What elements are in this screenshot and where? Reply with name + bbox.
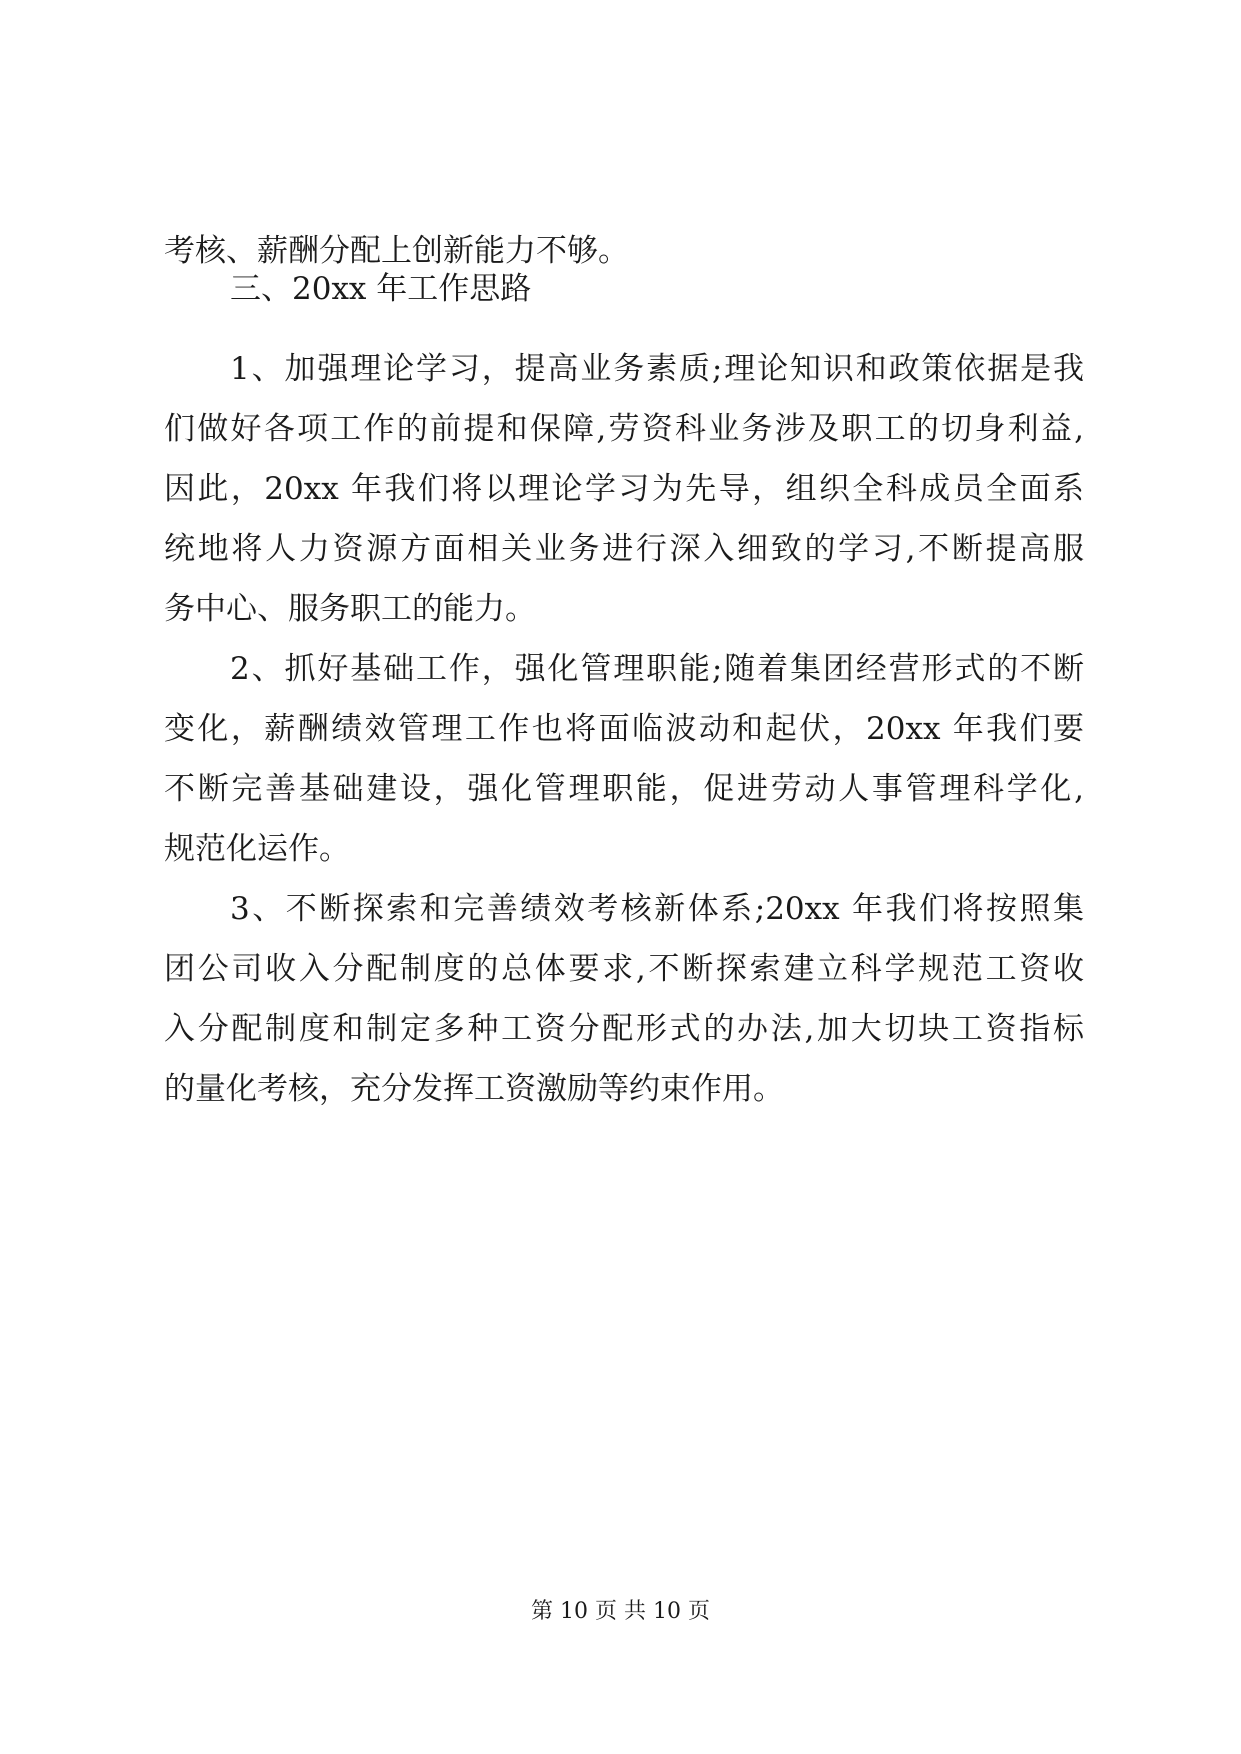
text-line: 统地将人力资源方面相关业务进行深入细致的学习,不断提高服 (164, 531, 1084, 567)
text-line: 考核、薪酬分配上创新能力不够。 (164, 233, 629, 269)
page-number-footer: 第 10 页 共 10 页 (531, 1599, 710, 1624)
text-line: 不断完善基础建设，强化管理职能，促进劳动人事管理科学化, (164, 771, 1084, 807)
text-line: 们做好各项工作的前提和保障,劳资科业务涉及职工的切身利益, (164, 411, 1084, 447)
text-line: 的量化考核，充分发挥工资激励等约束作用。 (164, 1071, 784, 1107)
text-line: 3、不断探索和完善绩效考核新体系;20xx 年我们将按照集 (230, 891, 1084, 927)
text-line: 2、抓好基础工作，强化管理职能;随着集团经营形式的不断 (230, 651, 1084, 687)
text-line: 1、加强理论学习，提高业务素质;理论知识和政策依据是我 (230, 351, 1084, 387)
text-line: 务中心、服务职工的能力。 (164, 591, 536, 627)
text-line: 变化，薪酬绩效管理工作也将面临波动和起伏，20xx 年我们要 (164, 711, 1084, 747)
text-line: 规范化运作。 (164, 831, 350, 867)
text-line: 团公司收入分配制度的总体要求,不断探索建立科学规范工资收 (164, 951, 1084, 987)
section-heading: 三、20xx 年工作思路 (230, 271, 532, 307)
text-line: 入分配制度和制定多种工资分配形式的办法,加大切块工资指标 (164, 1011, 1084, 1047)
text-line: 因此，20xx 年我们将以理论学习为先导，组织全科成员全面系 (164, 471, 1084, 507)
